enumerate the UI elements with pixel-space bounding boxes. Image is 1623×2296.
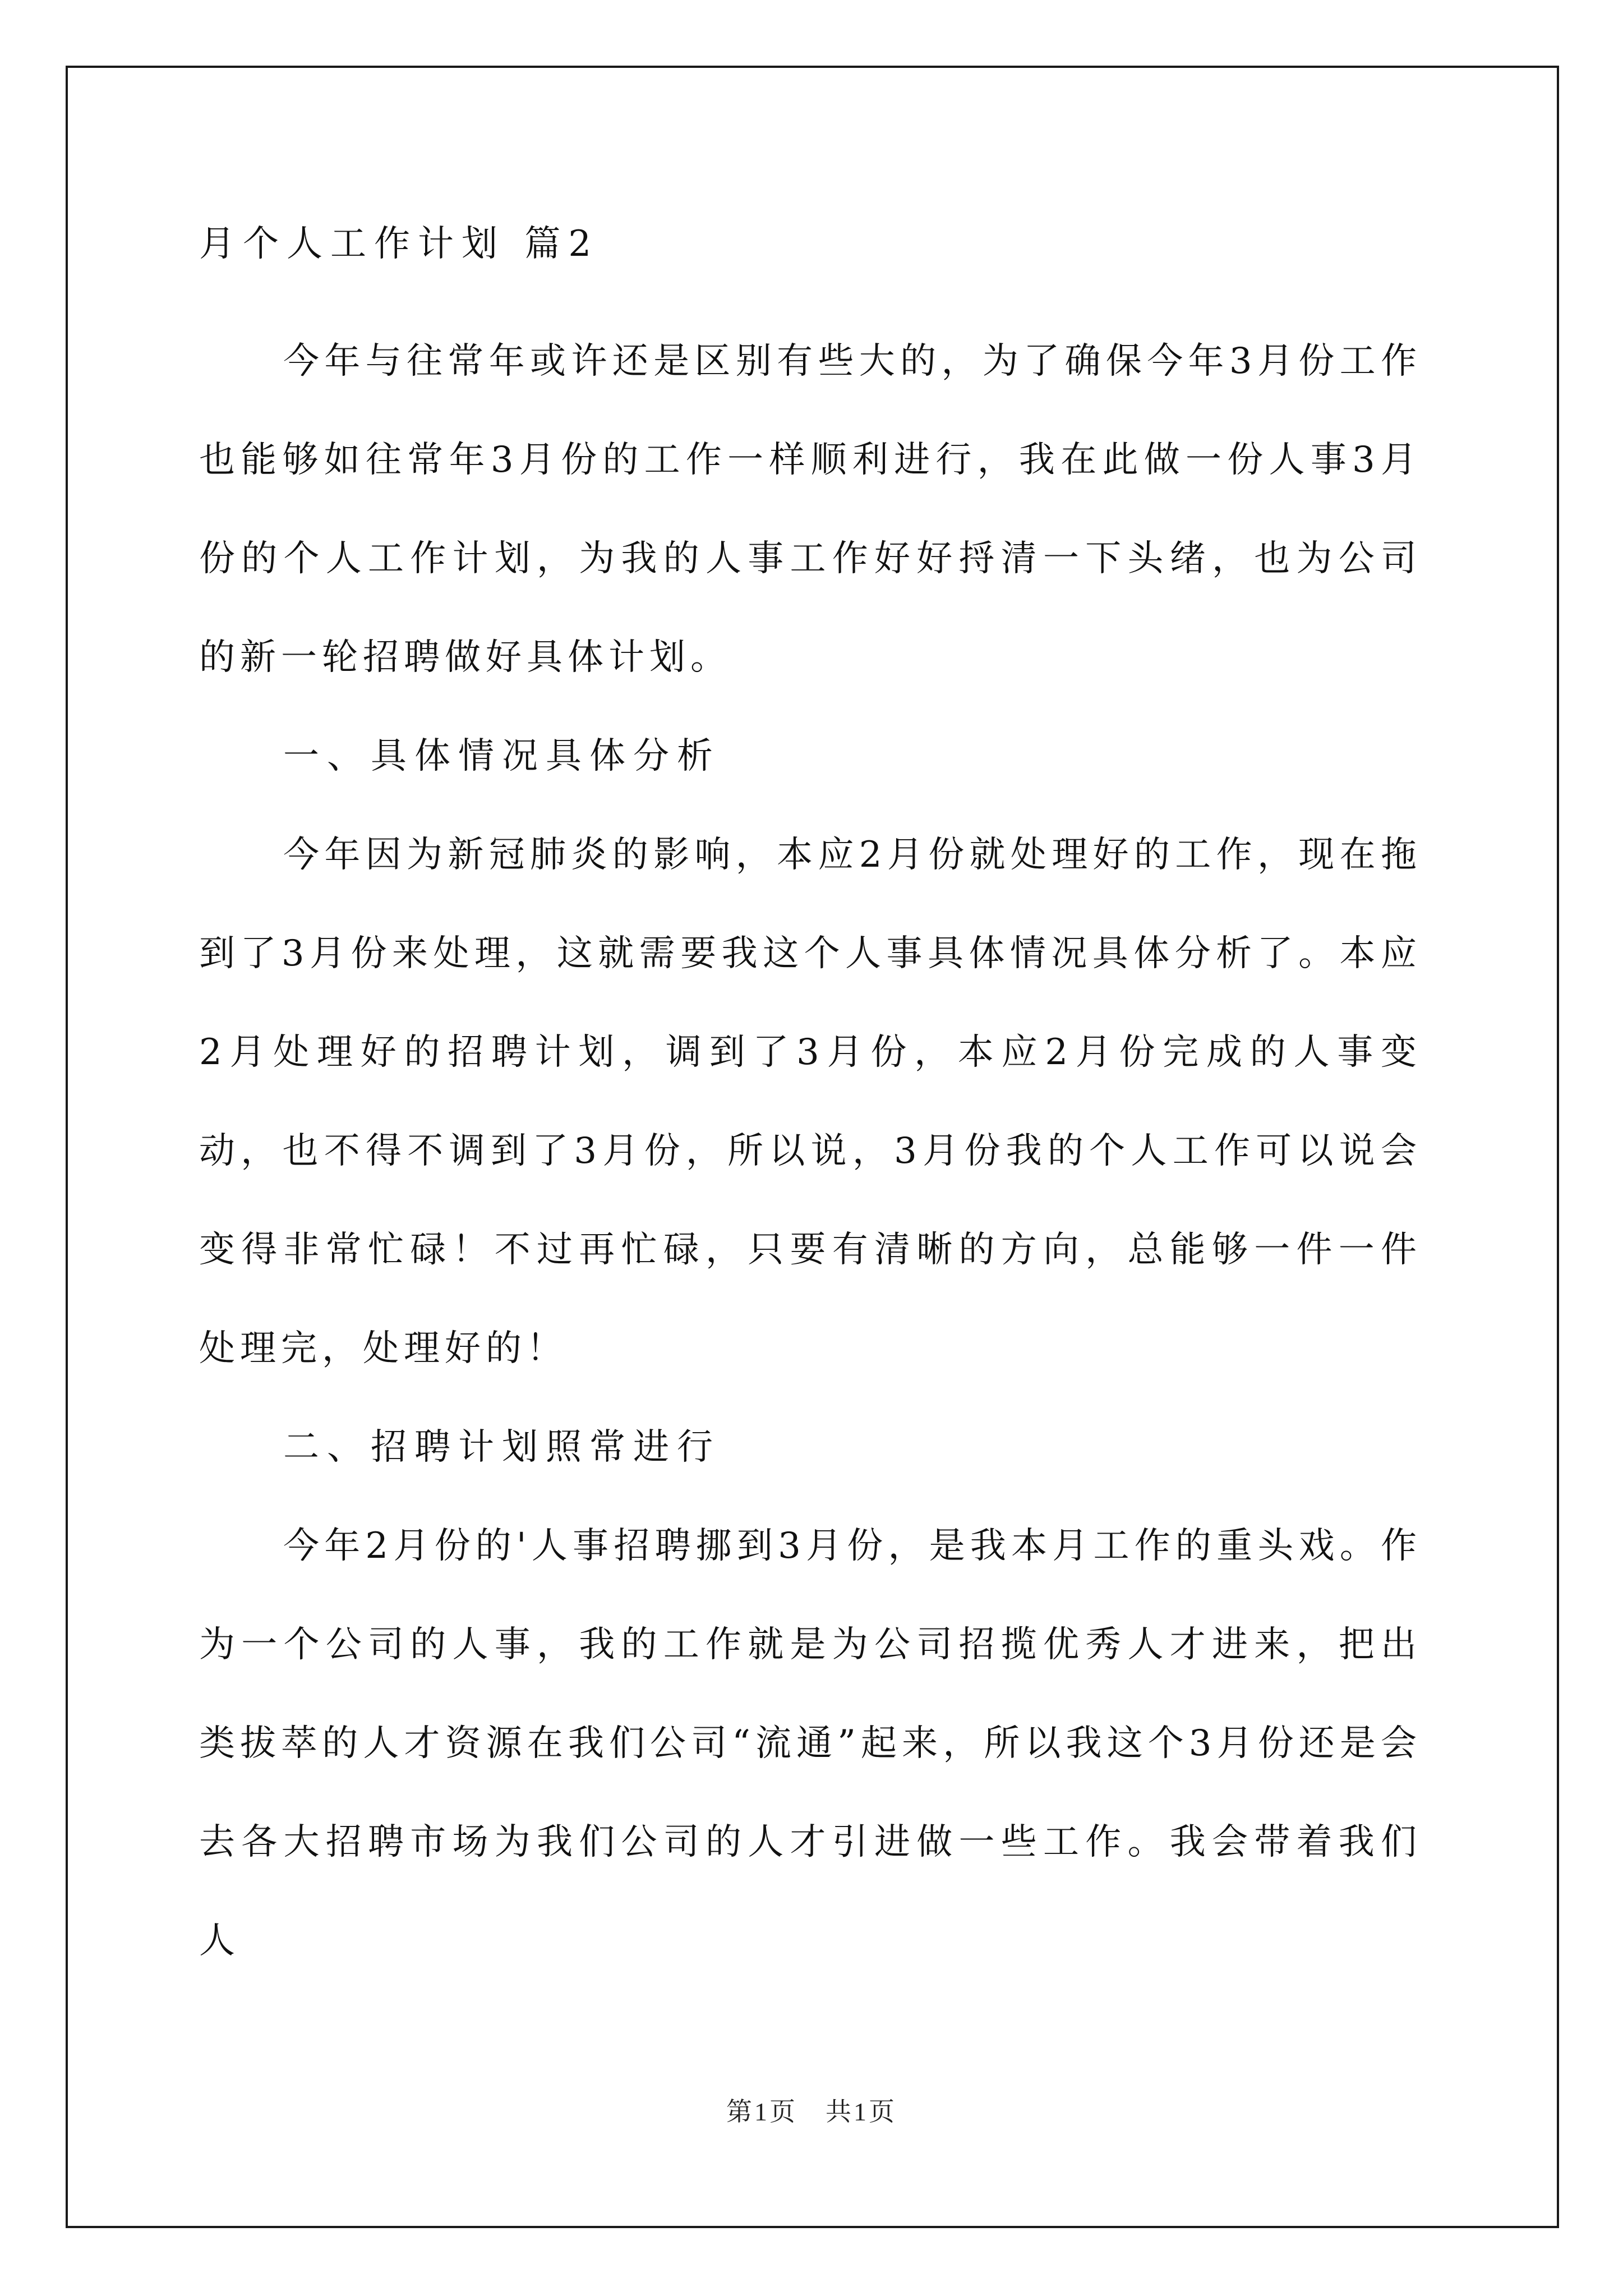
document-body (199, 213, 1422, 1990)
section-heading-recruitment: 二、招聘计划照常进行 (283, 1427, 721, 1468)
paragraph-intro: 今年与往常年或许还是区别有些大的，为了确保今年3月份工作也能够如往常年3月份的工作一样顺利进行，我在此做一份人事3月份的个人工作计划，为我的人事工作好好捋清一下头绪，也为公司的新一轮招聘做好具体计划。 (199, 341, 1422, 678)
paragraph-analysis: 今年因为新冠肺炎的影响，本应2月份就处理好的工作，现在拖到了3月份来处理，这就需要我这个人事具体情况具体分析了。本应2月处理好的招聘计划，调到了3月份，本应2月份完成的人事变动，也不得不调到了3月份，所以说，3月份我的个人工作可以说会变得非常忙碌！不过再忙碌，只要有清晰的方向，总能够一件一件处理完，处理好的！ (199, 834, 1422, 1369)
title-spacer (199, 275, 1422, 312)
document-title: 月个人工作计划 篇2 (199, 223, 600, 265)
page-number-footer: 第1页 共1页 (726, 2097, 897, 2126)
paragraph-recruitment: 今年2月份的'人事招聘挪到3月份，是我本月工作的重头戏。作为一个公司的人事，我的工作就是为公司招揽优秀人才进来，把出类拔萃的人才资源在我们公司“流通”起来，所以我这个3月份还是会去各大招聘市场为我们公司的人才引进做一些工作。我会带着我们人 (199, 1525, 1422, 1962)
section-heading-analysis: 一、具体情况具体分析 (283, 735, 721, 777)
